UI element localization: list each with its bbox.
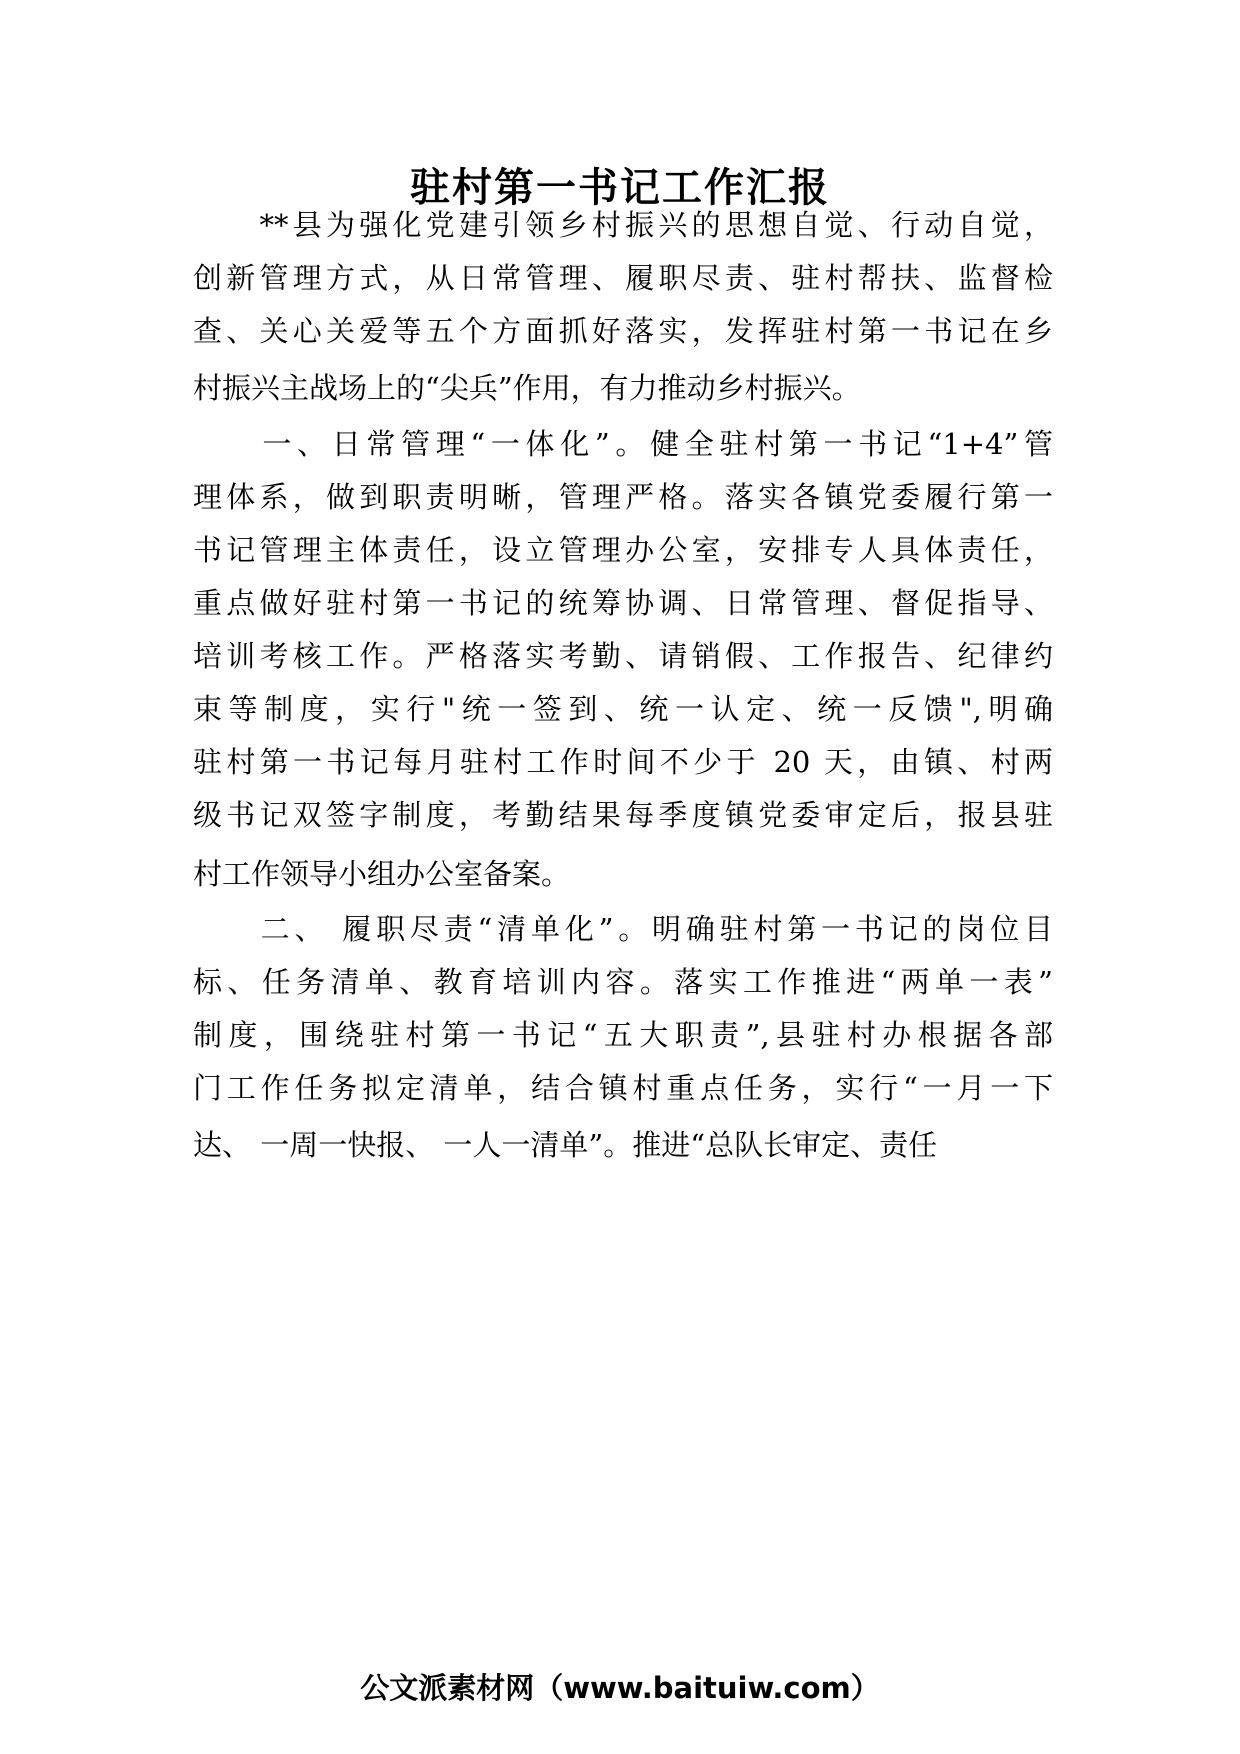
text-line: 重点做好驻村第一书记的统筹协调、日常管理、督促指导、	[193, 586, 1053, 620]
text-line: 级书记双签字制度，考勤结果每季度镇党委审定后，报县驻	[193, 798, 1053, 832]
text-line: 标、任务清单、教育培训内容。落实工作推进“两单一表”	[193, 965, 1053, 999]
footer-watermark: 公文派素材网（www.baituiw.com）	[360, 1671, 880, 1705]
text-line: 培训考核工作。严格落实考勤、请销假、工作报告、纪律约	[193, 639, 1053, 673]
text-line: 村工作领导小组办公室备案。	[193, 857, 571, 891]
text-line: 制度，围绕驻村第一书记“五大职责”,县驻村办根据各部	[193, 1018, 1053, 1052]
text-line: 理体系，做到职责明晰，管理严格。落实各镇党委履行第一	[193, 480, 1053, 514]
text-line: 创新管理方式，从日常管理、履职尽责、驻村帮扶、监督检	[193, 261, 1053, 295]
text-line: 束等制度，实行"统一签到、统一认定、统一反馈",明确	[193, 692, 1053, 726]
text-line: 查、关心关爱等五个方面抓好落实，发挥驻村第一书记在乡	[193, 314, 1053, 348]
document-title: 驻村第一书记工作汇报	[410, 165, 830, 211]
text-line: 一、日常管理“一体化”。健全驻村第一书记“1+4”管	[193, 427, 1053, 461]
text-line: **县为强化党建引领乡村振兴的思想自觉、行动自觉，	[193, 208, 1053, 242]
text-line: 书记管理主体责任，设立管理办公室，安排专人具体责任，	[193, 533, 1053, 567]
text-line: 驻村第一书记每月驻村工作时间不少于 20 天，由镇、村两	[193, 745, 1053, 779]
text-line: 门工作任务拟定清单，结合镇村重点任务，实行“一月一下	[193, 1071, 1053, 1105]
text-line: 二、 履职尽责“清单化”。明确驻村第一书记的岗位目	[193, 912, 1053, 946]
text-line: 达、 一周一快报、 一人一清单”。推进“总队长审定、责任	[193, 1128, 938, 1162]
text-line: 村振兴主战场上的“尖兵”作用，有力推动乡村振兴。	[193, 371, 861, 405]
